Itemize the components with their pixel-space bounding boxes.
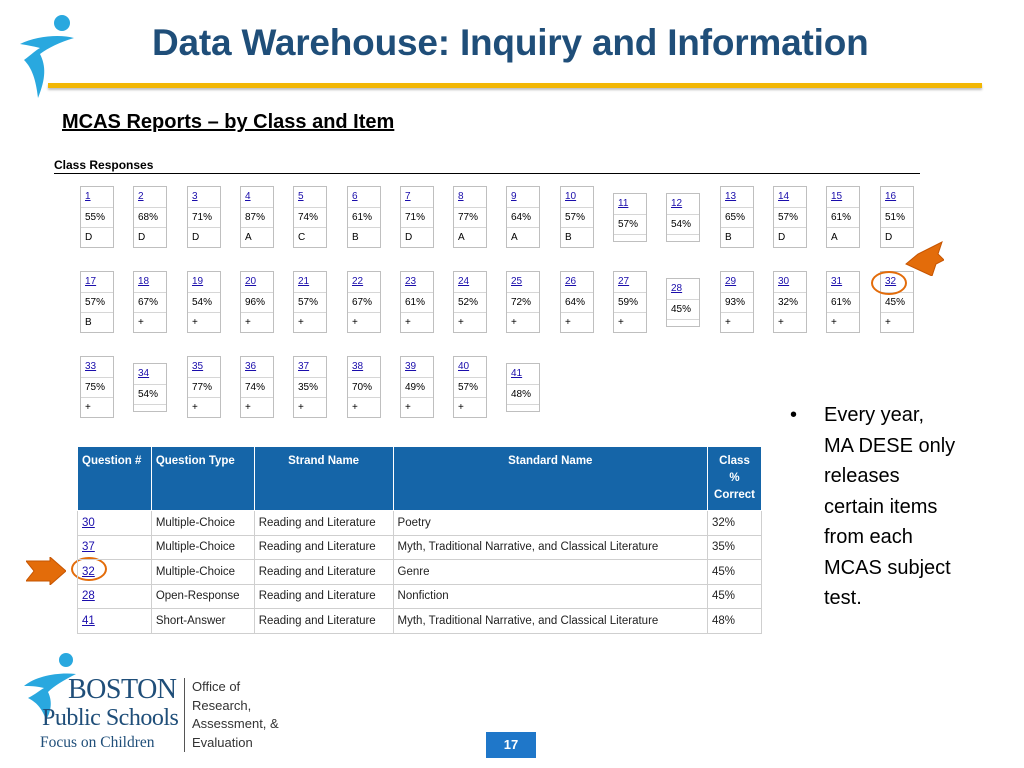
answer-key: D (401, 227, 433, 247)
question-link[interactable]: 17 (85, 276, 97, 287)
answer-key: + (454, 397, 486, 417)
percent-correct: 96% (241, 292, 273, 312)
cell-type: Multiple-Choice (151, 535, 254, 560)
answer-key: + (614, 312, 646, 332)
question-link[interactable]: 10 (565, 191, 577, 202)
question-cell (293, 271, 327, 333)
question-cell (826, 186, 860, 248)
answer-key: A (454, 227, 486, 247)
question-cell (613, 271, 647, 333)
percent-correct: 57% (774, 207, 806, 227)
table-row (78, 560, 762, 585)
question-cell (80, 271, 114, 333)
question-link[interactable]: 41 (511, 368, 523, 379)
percent-correct: 61% (401, 292, 433, 312)
percent-correct: 57% (81, 292, 113, 312)
cell-strand: Reading and Literature (254, 584, 393, 609)
percent-correct: 61% (348, 207, 380, 227)
percent-correct: 71% (401, 207, 433, 227)
question-link[interactable]: 9 (511, 191, 517, 202)
bullet-line: releases (824, 465, 900, 487)
cell-percent: 45% (708, 584, 762, 609)
question-cell (506, 271, 540, 333)
question-cell (720, 186, 754, 248)
percent-correct: 70% (348, 377, 380, 397)
question-cell (240, 271, 274, 333)
question-link[interactable]: 16 (885, 191, 897, 202)
question-cell (293, 186, 327, 248)
question-link[interactable]: 2 (138, 191, 144, 202)
cell-standard: Poetry (393, 511, 707, 536)
answer-key: D (188, 227, 220, 247)
question-link[interactable]: 1 (85, 191, 91, 202)
percent-correct: 54% (134, 384, 166, 404)
bullet-line: test. (824, 587, 862, 609)
cell-standard: Myth, Traditional Narrative, and Classical Literature (393, 609, 707, 634)
section-subtitle: MCAS Reports – by Class and Item (62, 111, 395, 133)
percent-correct: 57% (454, 377, 486, 397)
answer-key: + (241, 397, 273, 417)
cell-strand: Reading and Literature (254, 560, 393, 585)
answer-key: + (721, 312, 753, 332)
bullet-line: MCAS subject (824, 556, 951, 579)
question-cell (666, 278, 700, 327)
question-link[interactable]: 28 (82, 590, 95, 603)
percent-correct: 35% (294, 377, 326, 397)
table-row (78, 511, 762, 536)
logo-boston: BOSTON (68, 674, 177, 705)
question-link[interactable]: 20 (245, 276, 257, 287)
answer-key: + (348, 397, 380, 417)
question-link[interactable]: 32 (82, 565, 95, 578)
question-link[interactable]: 38 (352, 361, 364, 372)
question-link[interactable]: 31 (831, 276, 843, 287)
answer-key: B (721, 227, 753, 247)
percent-correct: 52% (454, 292, 486, 312)
question-cell (347, 271, 381, 333)
percent-correct: 71% (188, 207, 220, 227)
answer-key: + (81, 397, 113, 417)
percent-correct: 57% (614, 214, 646, 234)
answer-key: + (507, 312, 539, 332)
cell-percent: 45% (708, 560, 762, 585)
question-link[interactable]: 30 (778, 276, 790, 287)
question-link[interactable]: 39 (405, 361, 417, 372)
answer-key: D (81, 227, 113, 247)
table-row (78, 584, 762, 609)
logo-focus: Focus on Children (40, 734, 155, 751)
answer-key: + (188, 397, 220, 417)
question-link[interactable]: 30 (82, 516, 95, 529)
cell-strand: Reading and Literature (254, 511, 393, 536)
question-cell (453, 186, 487, 248)
question-cell (400, 186, 434, 248)
question-cell (240, 356, 274, 418)
answer-key: + (294, 312, 326, 332)
question-link[interactable]: 32 (885, 276, 897, 287)
question-link[interactable]: 12 (671, 198, 683, 209)
logo-divider (184, 678, 185, 752)
percent-correct: 72% (507, 292, 539, 312)
cell-question[interactable] (78, 535, 152, 560)
cell-question[interactable] (78, 609, 152, 634)
answer-key: D (881, 227, 913, 247)
question-cell (187, 356, 221, 418)
question-detail-table (77, 446, 762, 634)
cell-question[interactable] (78, 584, 152, 609)
callout-arrow-icon (26, 557, 66, 585)
question-link[interactable]: 15 (831, 191, 843, 202)
cell-percent: 48% (708, 609, 762, 634)
cell-type: Open-Response (151, 584, 254, 609)
percent-correct: 64% (507, 207, 539, 227)
table-row (78, 609, 762, 634)
cell-type: Multiple-Choice (151, 511, 254, 536)
answer-key: + (774, 312, 806, 332)
answer-key: + (188, 312, 220, 332)
question-link[interactable]: 28 (671, 283, 683, 294)
question-cell (133, 363, 167, 412)
question-cell (506, 363, 540, 412)
answer-key: + (134, 312, 166, 332)
question-link[interactable]: 27 (618, 276, 630, 287)
question-cell (506, 186, 540, 248)
question-cell (453, 271, 487, 333)
cell-standard: Myth, Traditional Narrative, and Classical Literature (393, 535, 707, 560)
percent-correct: 93% (721, 292, 753, 312)
percent-correct: 77% (454, 207, 486, 227)
question-cell (453, 356, 487, 418)
answer-key: + (827, 312, 859, 332)
answer-key: + (294, 397, 326, 417)
question-cell (773, 186, 807, 248)
answer-key: A (241, 227, 273, 247)
bullet-item (790, 400, 990, 614)
callout-arrow-icon (902, 240, 944, 276)
answer-key: + (454, 312, 486, 332)
cell-type: Short-Answer (151, 609, 254, 634)
question-cell (347, 186, 381, 248)
question-link[interactable]: 34 (138, 368, 150, 379)
percent-correct: 57% (294, 292, 326, 312)
col-header-class-correct: Class % Correct (708, 447, 762, 511)
question-link[interactable]: 37 (298, 361, 310, 372)
cell-percent: 32% (708, 511, 762, 536)
percent-correct: 64% (561, 292, 593, 312)
question-link[interactable]: 41 (82, 614, 95, 627)
question-link[interactable]: 14 (778, 191, 790, 202)
col-header-strand: Strand Name (254, 447, 393, 511)
percent-correct: 65% (721, 207, 753, 227)
bullet-line: MA DESE only (824, 434, 956, 457)
question-cell (400, 271, 434, 333)
question-link[interactable]: 8 (458, 191, 464, 202)
question-link[interactable]: 29 (725, 276, 737, 287)
col-header-question: Question # (78, 447, 152, 511)
question-cell (187, 186, 221, 248)
answer-key: B (348, 227, 380, 247)
col-header-standard: Standard Name (393, 447, 707, 511)
percent-correct: 87% (241, 207, 273, 227)
percent-correct: 74% (294, 207, 326, 227)
page-number: 17 (486, 732, 536, 758)
percent-correct: 75% (81, 377, 113, 397)
bullet-line: certain items (824, 495, 938, 518)
question-link[interactable]: 22 (352, 276, 364, 287)
cell-standard: Nonfiction (393, 584, 707, 609)
answer-key: + (401, 397, 433, 417)
answer-key (614, 234, 646, 241)
bullet-list (790, 400, 990, 614)
percent-correct: 51% (881, 207, 913, 227)
answer-key (667, 234, 699, 241)
question-link[interactable]: 19 (192, 276, 204, 287)
question-cell (187, 271, 221, 333)
table-row (78, 535, 762, 560)
cell-strand: Reading and Literature (254, 609, 393, 634)
slide-title: Data Warehouse: Inquiry and Information (152, 22, 869, 63)
bullet-line: Every year, (824, 404, 925, 426)
question-link[interactable]: 26 (565, 276, 577, 287)
question-link[interactable]: 7 (405, 191, 411, 202)
percent-correct: 67% (134, 292, 166, 312)
percent-correct: 32% (774, 292, 806, 312)
answer-key: + (401, 312, 433, 332)
cell-standard: Genre (393, 560, 707, 585)
percent-correct: 45% (667, 299, 699, 319)
percent-correct: 67% (348, 292, 380, 312)
question-link[interactable]: 25 (511, 276, 523, 287)
answer-key (507, 404, 539, 411)
percent-correct: 61% (827, 292, 859, 312)
question-link[interactable]: 5 (298, 191, 304, 202)
percent-correct: 48% (507, 384, 539, 404)
cell-percent: 35% (708, 535, 762, 560)
bullet-dot-icon: • (790, 404, 798, 426)
question-cell (560, 271, 594, 333)
question-link[interactable]: 36 (245, 361, 257, 372)
question-cell (293, 356, 327, 418)
question-link[interactable]: 33 (85, 361, 97, 372)
question-link[interactable]: 35 (192, 361, 204, 372)
percent-correct: 77% (188, 377, 220, 397)
question-link[interactable]: 6 (352, 191, 358, 202)
cell-type: Multiple-Choice (151, 560, 254, 585)
percent-correct: 45% (881, 292, 913, 312)
answer-key: A (827, 227, 859, 247)
question-cell (880, 186, 914, 248)
answer-key (134, 404, 166, 411)
answer-key: B (561, 227, 593, 247)
percent-correct: 61% (827, 207, 859, 227)
percent-correct: 74% (241, 377, 273, 397)
question-link[interactable]: 18 (138, 276, 150, 287)
answer-key: + (348, 312, 380, 332)
answer-key: D (134, 227, 166, 247)
cell-question[interactable] (78, 560, 152, 585)
cell-question[interactable] (78, 511, 152, 536)
question-link[interactable]: 37 (82, 541, 95, 554)
percent-correct: 59% (614, 292, 646, 312)
question-cell (80, 186, 114, 248)
question-link[interactable]: 23 (405, 276, 417, 287)
question-cell (826, 271, 860, 333)
question-cell (133, 186, 167, 248)
question-link[interactable]: 13 (725, 191, 737, 202)
logo-department: Office of Research, Assessment, & Evaluation (192, 679, 279, 750)
question-link[interactable]: 3 (192, 191, 198, 202)
question-link[interactable]: 24 (458, 276, 470, 287)
answer-key: + (241, 312, 273, 332)
logo-public-schools: Public Schools (42, 705, 179, 731)
question-cell (773, 271, 807, 333)
question-link[interactable]: 21 (298, 276, 310, 287)
bullet-line: from each (824, 526, 913, 548)
answer-key: D (774, 227, 806, 247)
percent-correct: 57% (561, 207, 593, 227)
percent-correct: 54% (188, 292, 220, 312)
question-cell (240, 186, 274, 248)
question-cell (666, 193, 700, 242)
table-header-row (78, 447, 762, 511)
percent-correct: 68% (134, 207, 166, 227)
answer-key: A (507, 227, 539, 247)
cell-strand: Reading and Literature (254, 535, 393, 560)
answer-key (667, 319, 699, 326)
percent-correct: 49% (401, 377, 433, 397)
col-header-type: Question Type (151, 447, 254, 511)
question-cell (347, 356, 381, 418)
answer-key: + (561, 312, 593, 332)
question-cell (720, 271, 754, 333)
question-cell (80, 356, 114, 418)
percent-correct: 54% (667, 214, 699, 234)
question-cell (613, 193, 647, 242)
question-link[interactable]: 11 (618, 198, 629, 209)
bps-logo (20, 652, 290, 756)
answer-key: C (294, 227, 326, 247)
question-link[interactable]: 4 (245, 191, 251, 202)
question-cell (133, 271, 167, 333)
answer-key: + (881, 312, 913, 332)
class-responses-caption: Class Responses (54, 158, 154, 172)
question-link[interactable]: 40 (458, 361, 470, 372)
percent-correct: 55% (81, 207, 113, 227)
answer-key: B (81, 312, 113, 332)
question-cell (560, 186, 594, 248)
question-cell (400, 356, 434, 418)
